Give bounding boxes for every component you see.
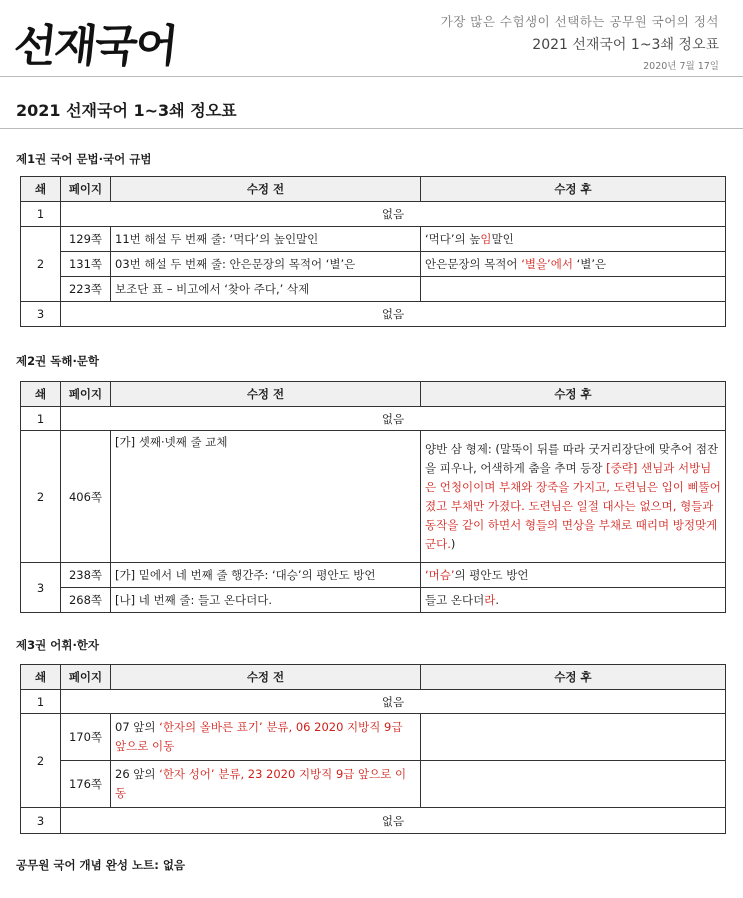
table-row bbox=[21, 227, 726, 252]
after-text: ) bbox=[450, 536, 456, 551]
print-number: 1 bbox=[21, 690, 61, 714]
print-number: 3 bbox=[21, 302, 61, 327]
before-cell: [가] 밑에서 네 번째 줄 행간주: ‘대승’의 평안도 방언 bbox=[111, 563, 421, 588]
brand-logo bbox=[10, 10, 217, 80]
col-header-before: 수정 전 bbox=[111, 382, 421, 407]
table-row bbox=[21, 761, 726, 808]
none-cell: 없음 bbox=[61, 202, 726, 227]
col-header-print: 쇄 bbox=[21, 665, 61, 690]
col-header-page: 페이지 bbox=[61, 177, 111, 202]
col-header-page: 페이지 bbox=[61, 382, 111, 407]
col-header-after: 수정 후 bbox=[421, 665, 726, 690]
section-title-vol2: 제2권 독해·문학 bbox=[16, 354, 100, 368]
print-number: 3 bbox=[21, 563, 61, 613]
table-row bbox=[21, 431, 726, 563]
after-cell bbox=[421, 714, 726, 761]
after-cell bbox=[421, 277, 726, 302]
title-divider bbox=[0, 128, 743, 129]
table-row bbox=[21, 714, 726, 761]
after-cell bbox=[421, 761, 726, 808]
page-cell: 170쪽 bbox=[61, 714, 111, 761]
after-text: 의 평안도 방언 bbox=[454, 568, 529, 582]
after-text: . bbox=[495, 593, 499, 607]
print-number: 2 bbox=[21, 714, 61, 808]
correction-text: 임 bbox=[480, 232, 492, 246]
before-cell: [나] 네 번째 줄: 들고 온다더다. bbox=[111, 588, 421, 613]
col-header-after: 수정 후 bbox=[421, 177, 726, 202]
table-row bbox=[21, 252, 726, 277]
print-number: 1 bbox=[21, 202, 61, 227]
col-header-page: 페이지 bbox=[61, 665, 111, 690]
before-cell: [가] 셋째·넷째 줄 교체 bbox=[111, 431, 421, 563]
col-header-print: 쇄 bbox=[21, 382, 61, 407]
section-title-vol3: 제3권 어휘·한자 bbox=[16, 638, 100, 652]
brand-logo-text: 선재국어 bbox=[11, 21, 179, 72]
page-title: 2021 선재국어 1~3쇄 정오표 bbox=[16, 101, 237, 120]
before-text: 26 앞의 bbox=[115, 767, 160, 781]
after-text: 들고 온다더 bbox=[425, 593, 485, 607]
after-cell bbox=[421, 588, 726, 613]
none-cell: 없음 bbox=[61, 302, 726, 327]
table-row bbox=[21, 277, 726, 302]
tagline: 가장 많은 수험생이 선택하는 공무원 국어의 정석 bbox=[440, 14, 719, 29]
header-divider bbox=[0, 76, 743, 77]
page-cell: 223쪽 bbox=[61, 277, 111, 302]
errata-table-vol1 bbox=[20, 176, 726, 327]
col-header-print: 쇄 bbox=[21, 177, 61, 202]
before-cell bbox=[111, 761, 421, 808]
print-number: 3 bbox=[21, 808, 61, 834]
errata-table-vol3 bbox=[20, 664, 726, 834]
page-cell: 129쪽 bbox=[61, 227, 111, 252]
col-header-before: 수정 전 bbox=[111, 665, 421, 690]
after-text: ‘별’은 bbox=[572, 257, 607, 271]
after-cell bbox=[421, 252, 726, 277]
col-header-before: 수정 전 bbox=[111, 177, 421, 202]
errata-table-vol2 bbox=[20, 381, 726, 613]
before-cell: 03번 해설 두 번째 줄: 안은문장의 목적어 ‘별’은 bbox=[111, 252, 421, 277]
none-cell: 없음 bbox=[61, 407, 726, 431]
before-cell: 보조단 표 – 비고에서 ‘찾아 주다,’ 삭제 bbox=[111, 277, 421, 302]
after-text: 말인 bbox=[491, 232, 514, 246]
before-text: 07 앞의 bbox=[115, 720, 160, 734]
page-cell: 131쪽 bbox=[61, 252, 111, 277]
print-number: 1 bbox=[21, 407, 61, 431]
after-text: 양반 삼 형제: (말뚝이 뒤를 따라 굿거리장단에 맞추어 점잔을 피우나, 어색하게 춤을 추며 등장 bbox=[425, 441, 719, 475]
correction-text: ‘별을’에서 bbox=[521, 257, 573, 271]
after-cell bbox=[421, 563, 726, 588]
after-cell bbox=[421, 227, 726, 252]
table-row bbox=[21, 563, 726, 588]
none-cell: 없음 bbox=[61, 808, 726, 834]
after-cell bbox=[421, 431, 726, 563]
page-cell: 406쪽 bbox=[61, 431, 111, 563]
correction-text: ‘한자의 올바른 표기’ 분류, 06 2020 지방직 9급 앞으로 이동 bbox=[115, 720, 403, 753]
print-number: 2 bbox=[21, 431, 61, 563]
header-date: 2020년 7월 17일 bbox=[643, 61, 719, 72]
page-cell: 176쪽 bbox=[61, 761, 111, 808]
header-doc-title: 2021 선재국어 1~3쇄 정오표 bbox=[532, 37, 719, 53]
after-text: 안은문장의 목적어 bbox=[425, 257, 522, 271]
table-row bbox=[21, 588, 726, 613]
correction-text: 라 bbox=[484, 593, 496, 607]
section-title-vol1: 제1권 국어 문법·국어 규범 bbox=[16, 152, 152, 166]
col-header-after: 수정 후 bbox=[421, 382, 726, 407]
page-cell: 268쪽 bbox=[61, 588, 111, 613]
correction-text: ‘머슴’ bbox=[425, 568, 455, 582]
footer-note: 공무원 국어 개념 완성 노트: 없음 bbox=[16, 858, 186, 872]
before-cell: 11번 해설 두 번째 줄: ‘먹다’의 높인말인 bbox=[111, 227, 421, 252]
none-cell: 없음 bbox=[61, 690, 726, 714]
page-cell: 238쪽 bbox=[61, 563, 111, 588]
after-text: ‘먹다’의 높 bbox=[425, 232, 481, 246]
print-number: 2 bbox=[21, 227, 61, 302]
before-cell bbox=[111, 714, 421, 761]
correction-text: [중략] 샌님과 서방님은 언청이이며 부채와 장죽을 가지고, 도련님은 입이 삐뚤어졌고 부채만 가졌다. 도련님은 일절 대사는 없으며, 형들과 동작을 같이 하면서 형들의 면상을 부채로 때리며 방정맞게 군다. bbox=[425, 460, 721, 551]
correction-text: ‘한자 성어’ 분류, 23 2020 지방직 9급 앞으로 이동 bbox=[115, 767, 407, 800]
